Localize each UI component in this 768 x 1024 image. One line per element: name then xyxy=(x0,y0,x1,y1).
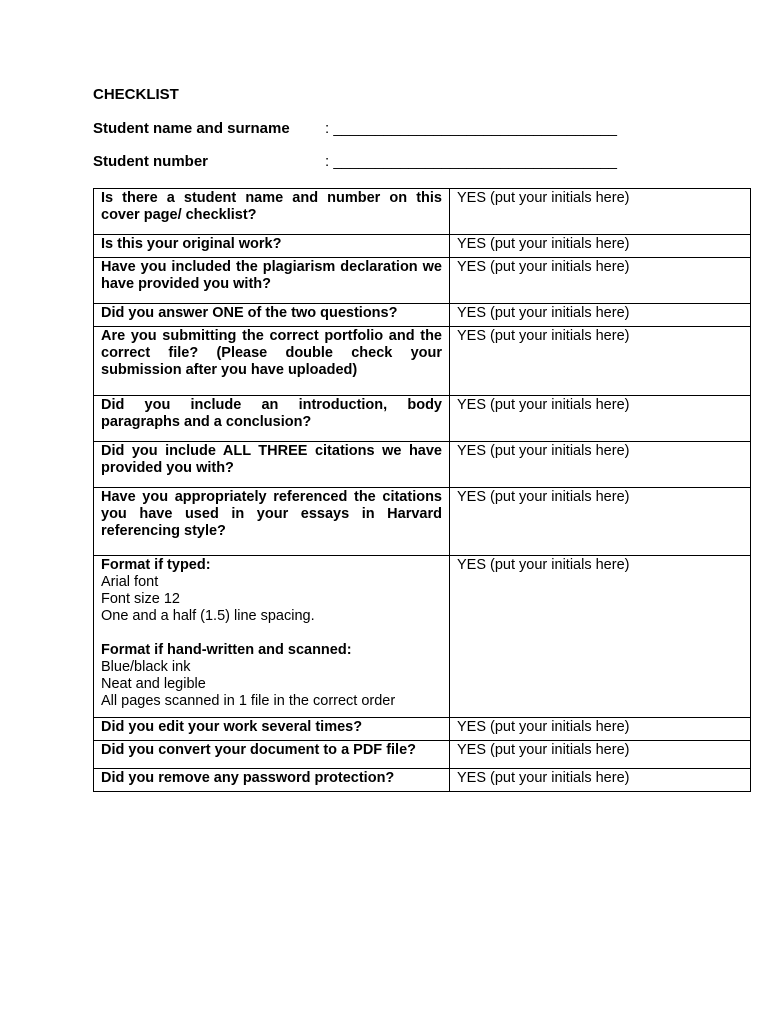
student-number-field xyxy=(93,153,617,170)
answer-cell: YES (put your initials here) xyxy=(450,235,751,258)
checklist-table xyxy=(93,188,751,792)
question-cell: Have you appropriately referenced the citations you have used in your essays in Harvard referencing style? xyxy=(94,488,450,556)
question-cell: Did you answer ONE of the two questions? xyxy=(94,304,450,327)
question-cell: Is this your original work? xyxy=(94,235,450,258)
answer-cell: YES (put your initials here) xyxy=(450,769,751,792)
answer-cell: YES (put your initials here) xyxy=(450,718,751,741)
question-cell: Did you include an introduction, body paragraphs and a conclusion? xyxy=(94,396,450,442)
answer-cell: YES (put your initials here) xyxy=(450,556,751,718)
spacer xyxy=(101,625,442,642)
answer-cell: YES (put your initials here) xyxy=(450,442,751,488)
list-item: Neat and legible xyxy=(101,676,206,692)
table-row xyxy=(94,327,751,396)
student-name-label: Student name and surname xyxy=(93,120,290,137)
answer-cell: YES (put your initials here) xyxy=(450,396,751,442)
answer-cell: YES (put your initials here) xyxy=(450,488,751,556)
table-row xyxy=(94,235,751,258)
list-item: Blue/black ink xyxy=(101,659,191,675)
table-row xyxy=(94,741,751,769)
student-number-label: Student number xyxy=(93,153,208,170)
answer-cell: YES (put your initials here) xyxy=(450,304,751,327)
table-row xyxy=(94,442,751,488)
student-name-blank: : __________________________________ xyxy=(325,120,617,137)
question-cell: Is there a student name and number on this cover page/ checklist? xyxy=(94,189,450,235)
list-item: Arial font xyxy=(101,574,159,590)
question-cell: Did you edit your work several times? xyxy=(94,718,450,741)
table-row xyxy=(94,189,751,235)
question-cell: Have you included the plagiarism declaration we have provided you with? xyxy=(94,258,450,304)
table-row xyxy=(94,396,751,442)
table-row xyxy=(94,488,751,556)
answer-cell: YES (put your initials here) xyxy=(450,258,751,304)
list-item: All pages scanned in 1 file in the correct order xyxy=(101,693,396,709)
question-cell: Did you include ALL THREE citations we have provided you with? xyxy=(94,442,450,488)
question-cell: Are you submitting the correct portfolio and the correct file? (Please double check your submission after you have uploaded) xyxy=(94,327,450,396)
table-row xyxy=(94,769,751,792)
student-name-field xyxy=(93,120,617,137)
question-cell: Did you convert your document to a PDF file? xyxy=(94,741,450,769)
answer-cell: YES (put your initials here) xyxy=(450,189,751,235)
format-requirements-cell xyxy=(94,556,450,718)
format-typed-heading: Format if typed: xyxy=(101,557,211,573)
table-row xyxy=(94,718,751,741)
list-item: Font size 12 xyxy=(101,591,180,607)
question-cell: Did you remove any password protection? xyxy=(94,769,450,792)
answer-cell: YES (put your initials here) xyxy=(450,741,751,769)
student-number-blank: : __________________________________ xyxy=(325,153,617,170)
format-hand-heading: Format if hand-written and scanned: xyxy=(101,642,352,658)
answer-cell: YES (put your initials here) xyxy=(450,327,751,396)
table-row xyxy=(94,304,751,327)
page-title: CHECKLIST xyxy=(93,86,179,103)
table-row xyxy=(94,258,751,304)
list-item: One and a half (1.5) line spacing. xyxy=(101,608,315,624)
table-row xyxy=(94,556,751,718)
